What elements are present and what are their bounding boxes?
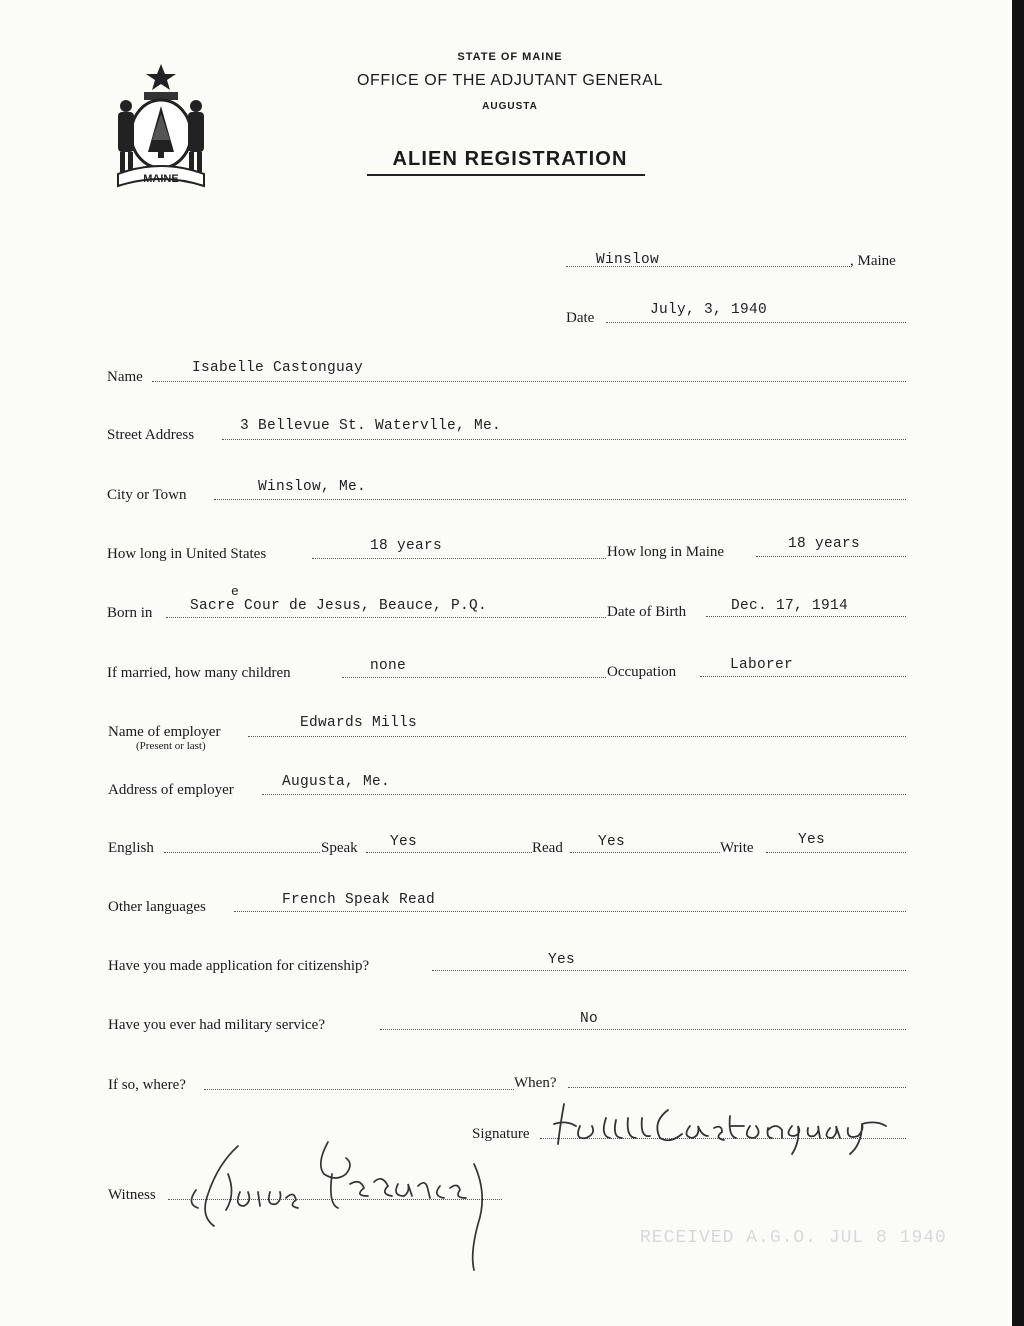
place-value: Winslow (596, 252, 660, 268)
citizenship-value: Yes (548, 952, 576, 968)
employer-address-label: Address of employer (108, 782, 234, 798)
date-value: July, 3, 1940 (650, 302, 768, 318)
read-label: Read (532, 840, 563, 856)
speak-line (366, 852, 532, 853)
when-label: When? (514, 1075, 557, 1091)
city-town-line (214, 499, 906, 500)
employer-label: Name of employer (108, 724, 221, 740)
military-label: Have you ever had military service? (108, 1017, 325, 1033)
name-label: Name (107, 369, 143, 385)
years-maine-line (756, 556, 906, 557)
children-line (342, 677, 606, 678)
street-line (222, 439, 906, 440)
years-us-line (312, 558, 606, 559)
where-line (204, 1089, 514, 1090)
other-languages-line (234, 911, 906, 912)
page-title: ALIEN REGISTRATION (392, 148, 628, 170)
write-label: Write (720, 840, 754, 856)
write-line (766, 852, 906, 853)
state-heading: STATE OF MAINE (457, 51, 563, 63)
title-underline (367, 174, 645, 176)
street-value: 3 Bellevue St. Watervlle, Me. (240, 418, 502, 434)
witness-label: Witness (108, 1187, 156, 1203)
city-town-value: Winslow, Me. (258, 479, 367, 495)
employer-address-line (262, 794, 906, 795)
read-line (570, 852, 720, 853)
street-label: Street Address (107, 427, 195, 443)
occupation-line (700, 676, 906, 677)
where-label: If so, where? (108, 1077, 186, 1093)
years-maine-label: How long in Maine (607, 544, 725, 560)
years-us-label: How long in United States (107, 546, 267, 562)
english-line (164, 852, 320, 853)
name-value: Isabelle Castonguay (192, 360, 364, 376)
speak-value: Yes (390, 834, 418, 850)
dob-line (706, 616, 906, 617)
occupation-value: Laborer (730, 657, 794, 673)
signature-label: Signature (472, 1126, 530, 1142)
city-heading: AUGUSTA (482, 101, 538, 112)
speak-label: Speak (321, 840, 358, 856)
name-line (152, 381, 906, 382)
children-value: none (370, 658, 407, 674)
received-stamp: RECEIVED A.G.O. JUL 8 1940 (640, 1228, 947, 1248)
other-languages-label: Other languages (108, 899, 206, 915)
children-label: If married, how many children (107, 665, 291, 681)
state-seal-icon (108, 62, 214, 192)
english-label: English (108, 840, 154, 856)
occupation-label: Occupation (607, 664, 677, 680)
other-languages-value: French Speak Read (282, 892, 436, 908)
born-in-accent: e (231, 584, 240, 599)
born-in-line (166, 617, 606, 618)
date-line (606, 322, 906, 323)
citizenship-line (432, 970, 906, 971)
place-suffix: , Maine (850, 253, 896, 269)
write-value: Yes (798, 832, 826, 848)
citizenship-label: Have you made application for citizenship? (108, 958, 370, 974)
employer-sublabel: (Present or last) (136, 740, 206, 752)
dob-label: Date of Birth (607, 604, 687, 620)
read-value: Yes (598, 834, 626, 850)
dob-value: Dec. 17, 1914 (731, 598, 849, 614)
when-line (568, 1087, 906, 1088)
date-label: Date (566, 310, 595, 326)
seal-label: MAINE (143, 173, 179, 185)
employer-address-value: Augusta, Me. (282, 774, 391, 790)
scan-edge (1012, 0, 1024, 1326)
born-in-value: Sacre Cour de Jesus, Beauce, P.Q. (190, 598, 488, 614)
military-value: No (580, 1011, 599, 1027)
military-line (380, 1029, 906, 1030)
witness-signature-handwriting (178, 1134, 508, 1274)
years-us-value: 18 years (370, 538, 443, 554)
years-maine-value: 18 years (788, 536, 861, 552)
city-town-label: City or Town (107, 487, 187, 503)
employer-line (248, 736, 906, 737)
employer-value: Edwards Mills (300, 715, 418, 731)
office-heading: OFFICE OF THE ADJUTANT GENERAL (356, 72, 664, 89)
born-in-label: Born in (107, 605, 153, 621)
signature-handwriting (546, 1096, 896, 1158)
